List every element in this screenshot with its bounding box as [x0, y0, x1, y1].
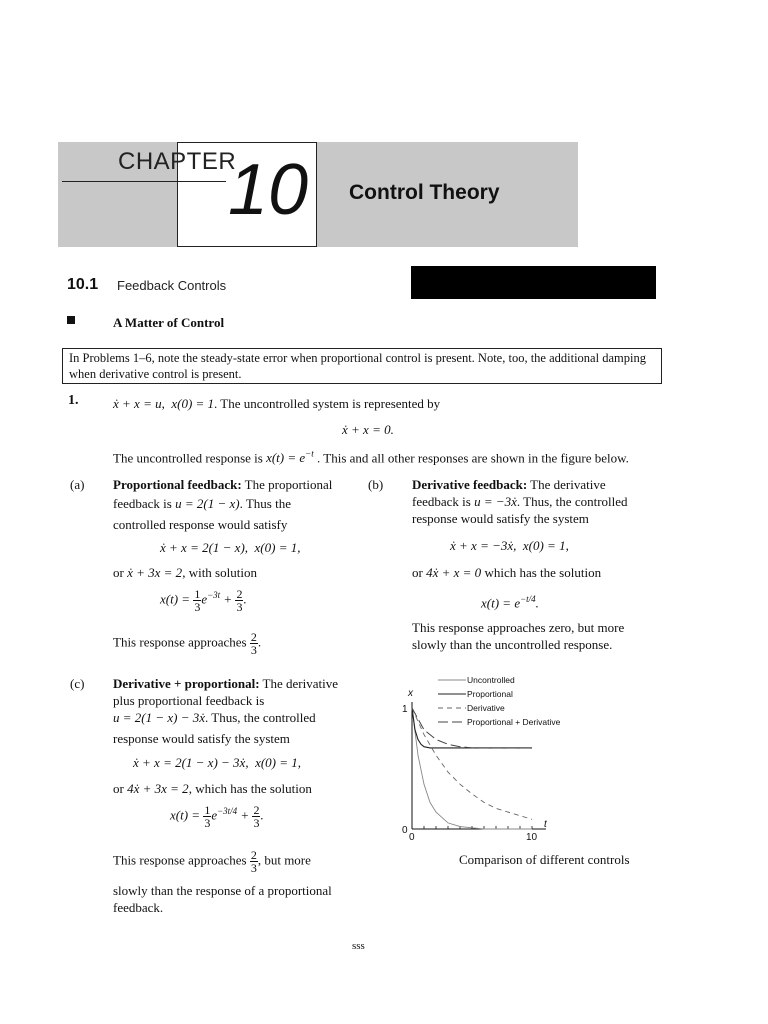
equation: $x(t) = e^{-t/4}$.: [481, 594, 539, 611]
part-b-conclusion: This response approaches zero, but more slowly than the uncontrolled response.: [412, 620, 625, 652]
bullet-square-icon: [67, 316, 75, 324]
page-number: sss: [352, 940, 365, 952]
part-a-label: (a): [70, 477, 85, 492]
equation: x(0) = 1: [171, 396, 215, 411]
y-tick-label: 1: [402, 704, 408, 715]
part-a-or: or ẋ + 3x = 2, with solution: [113, 565, 257, 580]
part-b-text: Derivative feedback: The derivative feedback is u = −3ẋ. Thus, the controlled response would satisfy the system: [412, 477, 628, 526]
legend-label: Derivative: [467, 703, 505, 713]
chapter-rule: [62, 181, 226, 182]
subsection-title: A Matter of Control: [113, 315, 225, 330]
equation: ẋ + x = −3ẋ, x(0) = 1,: [450, 538, 569, 553]
x-tick-label: 10: [526, 832, 538, 843]
equation: ẋ + x = 2(1 − x), x(0) = 1,: [160, 540, 301, 555]
x-axis-label: t: [544, 819, 547, 830]
part-a-conclusion: This response approaches $\frac{2}{3}$ .: [113, 630, 262, 657]
figure-caption: Comparison of different controls: [459, 852, 630, 867]
equation: ẋ + x = 2(1 − x) − 3ẋ, x(0) = 1,: [133, 755, 302, 770]
equation: x(t) = $\frac{1}{3}$ $e^{-3t/4}$ + $\frac{2}{3}$ .: [170, 803, 264, 830]
equation: $x(t) = e^{-t}$: [266, 449, 314, 466]
part-b-label: (b): [368, 477, 384, 492]
problem-statement: ẋ + x = u, x(0) = 1. The uncontrolled system is represented by: [113, 396, 441, 411]
y-axis-label: x: [408, 688, 413, 699]
equation: ẋ + x = 0.: [342, 422, 394, 437]
instructions-box: In Problems 1–6, note the steady-state error when proportional control is present. Note, too, the additional damping when derivative control is present.: [62, 348, 662, 384]
part-c-text: Derivative + proportional: The derivative plus proportional feedback is u = 2(1 − x) − 3ẋ. Thus, the controlled response would satisfy the system: [113, 676, 338, 746]
series-line-1: [412, 708, 532, 748]
chapter-number: 10: [228, 150, 309, 230]
part-c-or: or 4ẋ + 3x = 2, which has the solution: [113, 781, 312, 796]
section-title: Feedback Controls: [117, 278, 227, 293]
x-tick-label: 0: [409, 832, 415, 843]
section-number: 10.1: [67, 276, 99, 293]
part-a-text: Proportional feedback: The proportional feedback is u = 2(1 − x). Thus the controlled response would satisfy: [113, 477, 333, 532]
problem-number: 1.: [68, 393, 79, 408]
series-line-3: [412, 708, 532, 748]
legend-label: Proportional: [467, 689, 513, 699]
chapter-title: Control Theory: [349, 181, 500, 204]
legend-label: Uncontrolled: [467, 675, 515, 685]
chapter-label: CHAPTER: [118, 148, 237, 175]
redaction-bar: [411, 266, 656, 299]
part-c-tail: slowly than the response of a proportional feedback.: [113, 883, 332, 915]
text: . The uncontrolled system is represented by: [214, 396, 441, 411]
part-c-conclusion: This response approaches $\frac{2}{3}$ , but more: [113, 848, 311, 875]
part-c-label: (c): [70, 676, 85, 691]
response-comparison-chart: [390, 672, 620, 848]
part-b-or: or 4ẋ + x = 0 which has the solution: [412, 565, 602, 580]
legend-label: Proportional + Derivative: [467, 717, 561, 727]
equation: ẋ + x = u: [113, 396, 162, 411]
uncontrolled-response: The uncontrolled response is $x(t) = e^{-t}$ . This and all other responses are shown in the figure below.: [113, 449, 629, 466]
y-tick-label: 0: [402, 825, 408, 836]
equation: x(t) = $\frac{1}{3}$ $e^{-3t}$ + $\frac{2}{3}$ .: [160, 587, 247, 614]
